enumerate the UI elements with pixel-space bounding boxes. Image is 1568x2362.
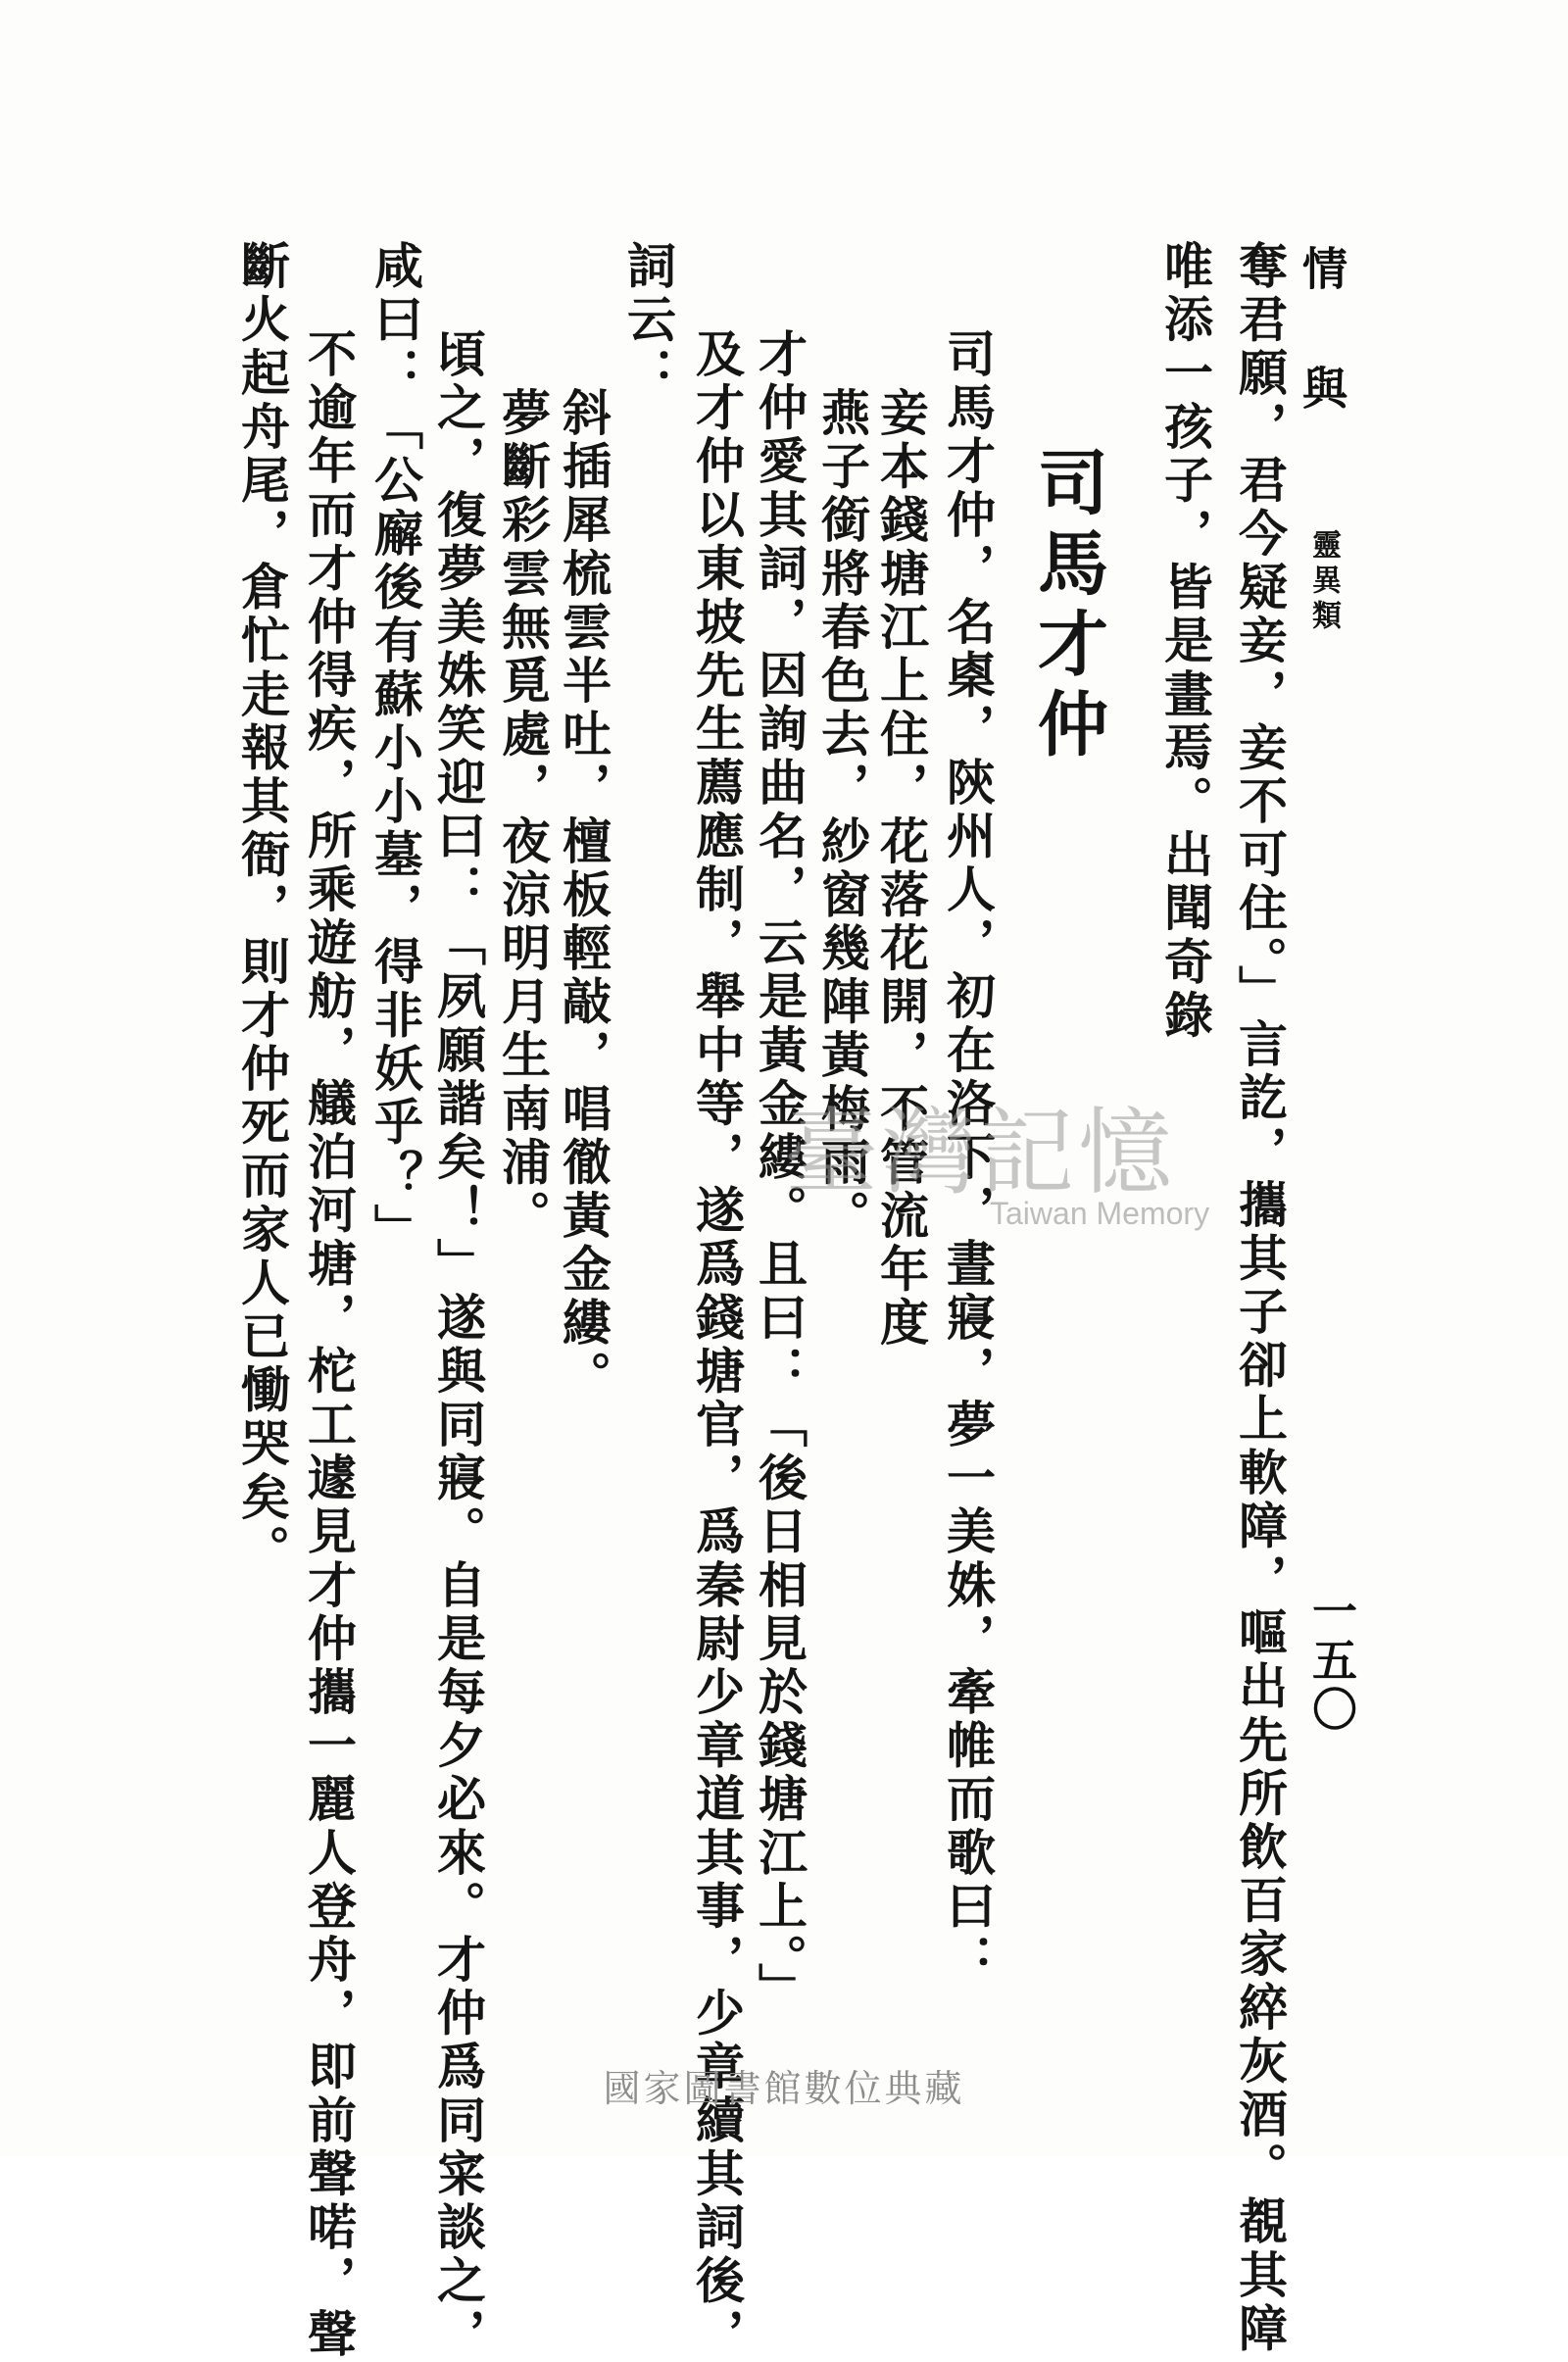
text-column: 不逾年而才仲得疾，所乘遊舫，艤泊河塘，柁工遽見才仲攜一麗人登舟，即前聲喏，聲 <box>300 328 358 2362</box>
running-header-category: 靈異類 <box>1306 529 1341 635</box>
text-column: 奪君願，君今疑妾，妾不可住。」言訖，攜其子卻上軟障，嘔出先所飲百家綷灰酒。覩其障 <box>1231 240 1289 2356</box>
watermark <box>784 1078 1235 1245</box>
text-column: 咸曰：「公廨後有蘇小小墓，得非妖乎？」 <box>367 240 424 1257</box>
poem-line: 燕子銜將春色去，紗窗幾陣黃梅雨。 <box>813 387 871 1244</box>
text-column: 才仲愛其詞，因詢曲名，云是黃金縷。且曰：「後日相見於錢塘江上。」 <box>751 328 808 2017</box>
section-title: 司馬才仲 <box>1026 446 1109 767</box>
watermark-chinese: 臺灣記憶 <box>784 1098 1176 1207</box>
text-column: 頃之，復夢美姝笑迎曰：「夙願諧矣！」遂與同寢。自是每夕必來。才仲爲同寀談之， <box>429 328 487 2362</box>
text-column: 唯添一孩子，皆是畫焉。出聞奇錄 <box>1156 240 1214 1043</box>
text-column: 斷火起舟尾，倉忙走報其衙，則才仲死而家人已慟哭矣。 <box>233 240 291 1578</box>
text-column: 詞云： <box>619 240 677 401</box>
page-number: 一五〇 <box>1305 1588 1358 1735</box>
text-column: 司馬才仲，名㮚，陝州人，初在洛下，晝寢，夢一美姝，牽帷而歌曰： <box>939 328 997 1988</box>
watermark-english: Taiwan Memory <box>990 1196 1210 1231</box>
poem-line: 妾本錢塘江上住，花落花開，不管流年度 <box>872 387 930 1351</box>
text-column: 及才仲以東坡先生薦應制，舉中等，遂爲錢塘官，爲秦尉少章道其事，少章續其詞後， <box>688 328 746 2362</box>
running-header-title: 情 與 <box>1296 245 1348 440</box>
poem-line: 夢斷彩雲無覓處，夜涼明月生南浦。 <box>494 387 552 1244</box>
footer-credit: 國家圖書館數位典藏 <box>603 2067 965 2110</box>
poem-line: 斜插犀梳雲半吐，檀板輕敲，唱徹黃金縷。 <box>555 387 612 1404</box>
